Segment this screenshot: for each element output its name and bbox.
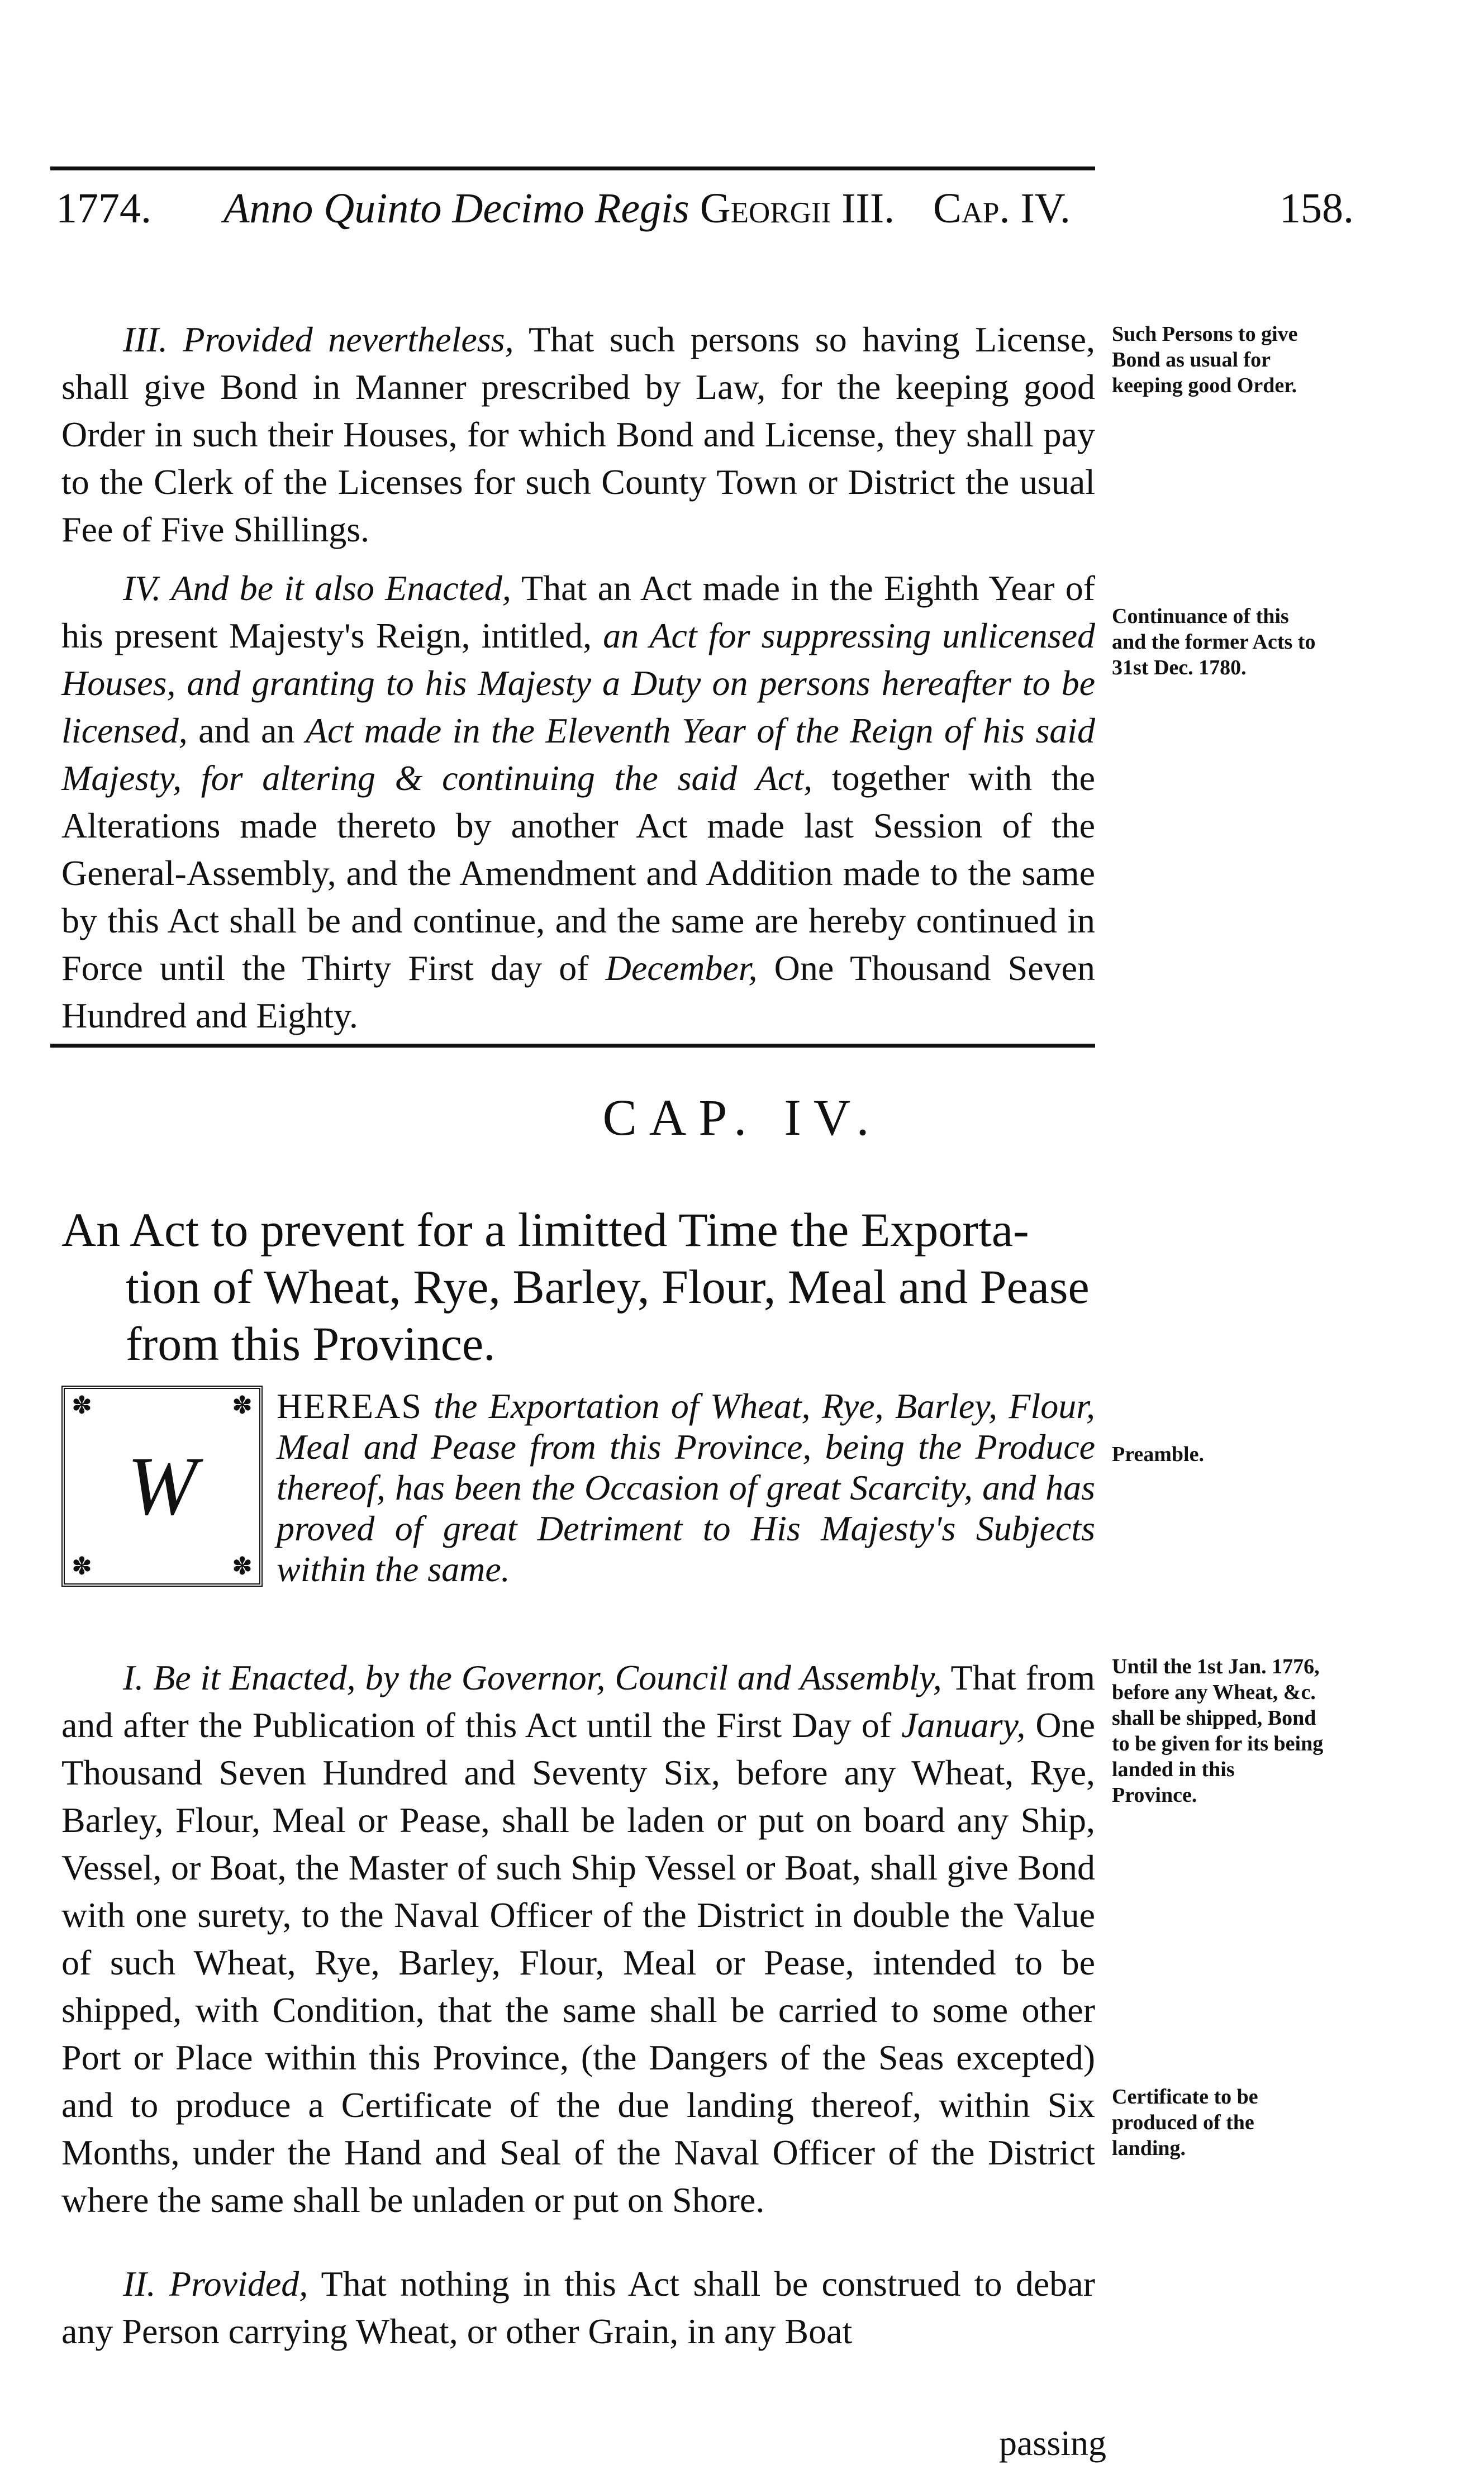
header-year: 1774. [56, 185, 151, 232]
header-title: Anno Quinto Decimo Regis Georgii III. [223, 185, 895, 232]
section-iii-text: That such persons so having License, shall give Bond in Manner prescribed by Law, for the keeping good Order in such their Houses, for which Bond and License, they shall pay to the Clerk of the Licenses for such County Town or District the usual Fee of Five Shillings. [61, 320, 1096, 549]
section-i-lead: I. Be it Enacted, by the Governor, Council and Assembly, [123, 1658, 942, 1697]
ornament-icon: ✽ [232, 1392, 253, 1419]
section-iv-lead: IV. And be it also Enacted, [123, 568, 511, 608]
chapter-heading: CAP. IV. [602, 1089, 882, 1146]
initial-letter: W [127, 1440, 197, 1533]
preamble [61, 1386, 1095, 1587]
header-king: Georgii III. [700, 185, 895, 232]
ornament-icon: ✽ [72, 1392, 92, 1419]
section-iv: IV. And be it also Enacted, That an Act made in the Eighth Year of his present Majesty's Reign, intitled, an Act for suppressing unlicensed Houses, and granting to his Majesty a Duty on persons hereafter to be licensed, and an Act made in the Eleventh Year of the Reign of his said Majesty, for altering & continuing the said Act, together with the Alterations made thereto by another Act made last Session of the General-Assembly, and the Amendment and Addition made to the same by this Act shall be and continue, and the same are hereby continued in Force until the Thirty First day of December, One Thousand Seven Hundred and Eighty. [61, 568, 1096, 1035]
margin-note-certificate: Certificate to be produced of the landing. [1112, 2085, 1258, 2160]
act-title [61, 1201, 1112, 1372]
ornamental-initial [61, 1386, 263, 1587]
catchword: passing [999, 2423, 1106, 2463]
preamble-text: HEREAS the Exportation of Wheat, Rye, Barley, Flour, Meal and Pease from this Province, being the Produce thereof, has been the Occasion of great Scarcity, and has proved of great Detriment to His Majesty's Subjects within the same. [277, 1386, 1096, 1589]
act-title-line-2: tion of Wheat, Rye, Barley, Flour, Meal and Pease [126, 1260, 1090, 1314]
section-ii: II. Provided, That nothing in this Act shall be construed to debar any Person carrying Wheat, or other Grain, in any Boat [61, 2264, 1096, 2351]
act-title-line-3: from this Province. [126, 1317, 496, 1371]
section-iii [61, 316, 1095, 553]
ornament-icon: ✽ [232, 1553, 253, 1580]
ornament-icon: ✽ [72, 1553, 92, 1580]
section-rule [50, 1044, 1095, 1048]
section-i: I. Be it Enacted, by the Governor, Council and Assembly, That from and after the Publication of this Act until the First Day of January, One Thousand Seven Hundred and Seventy Six, before any Wheat, Rye, Barley, Flour, Meal or Pease, shall be laden or put on board any Ship, Vessel, or Boat, the Master of such Ship Vessel or Boat, shall give Bond with one surety, to the Naval Officer of the District in double the Value of such Wheat, Rye, Barley, Flour, Meal or Pease, intended to be shipped, with Condition, that the same shall be carried to some other Port or Place within this Province, (the Dangers of the Seas excepted) and to produce a Certificate of the due landing thereof, within Six Months, under the Hand and Seal of the Naval Officer of the District where the same shall be unladen or put on Shore. [61, 1658, 1096, 2220]
margin-note-i: Until the 1st Jan. 1776, before any Wheat, &c. shall be shipped, Bond to be given for its being landed in this Province. [1112, 1655, 1324, 1807]
margin-note-preamble: Preamble. [1112, 1443, 1204, 1466]
header-chapter: Cap. IV. [933, 185, 1071, 232]
margin-note-iv: Continuance of this and the former Acts to 31st Dec. 1780. [1112, 605, 1316, 679]
act-title-line-1: An Act to prevent for a limitted Time the Exporta- [61, 1203, 1029, 1257]
running-head [56, 178, 1397, 239]
section-iii-lead: III. Provided nevertheless, [123, 320, 514, 359]
section-ii-lead: II. Provided, [123, 2264, 308, 2304]
header-rule [50, 166, 1095, 170]
margin-note-iii: Such Persons to give Bond as usual for keeping good Order. [1112, 322, 1298, 397]
page-number: 158. [1280, 185, 1354, 232]
